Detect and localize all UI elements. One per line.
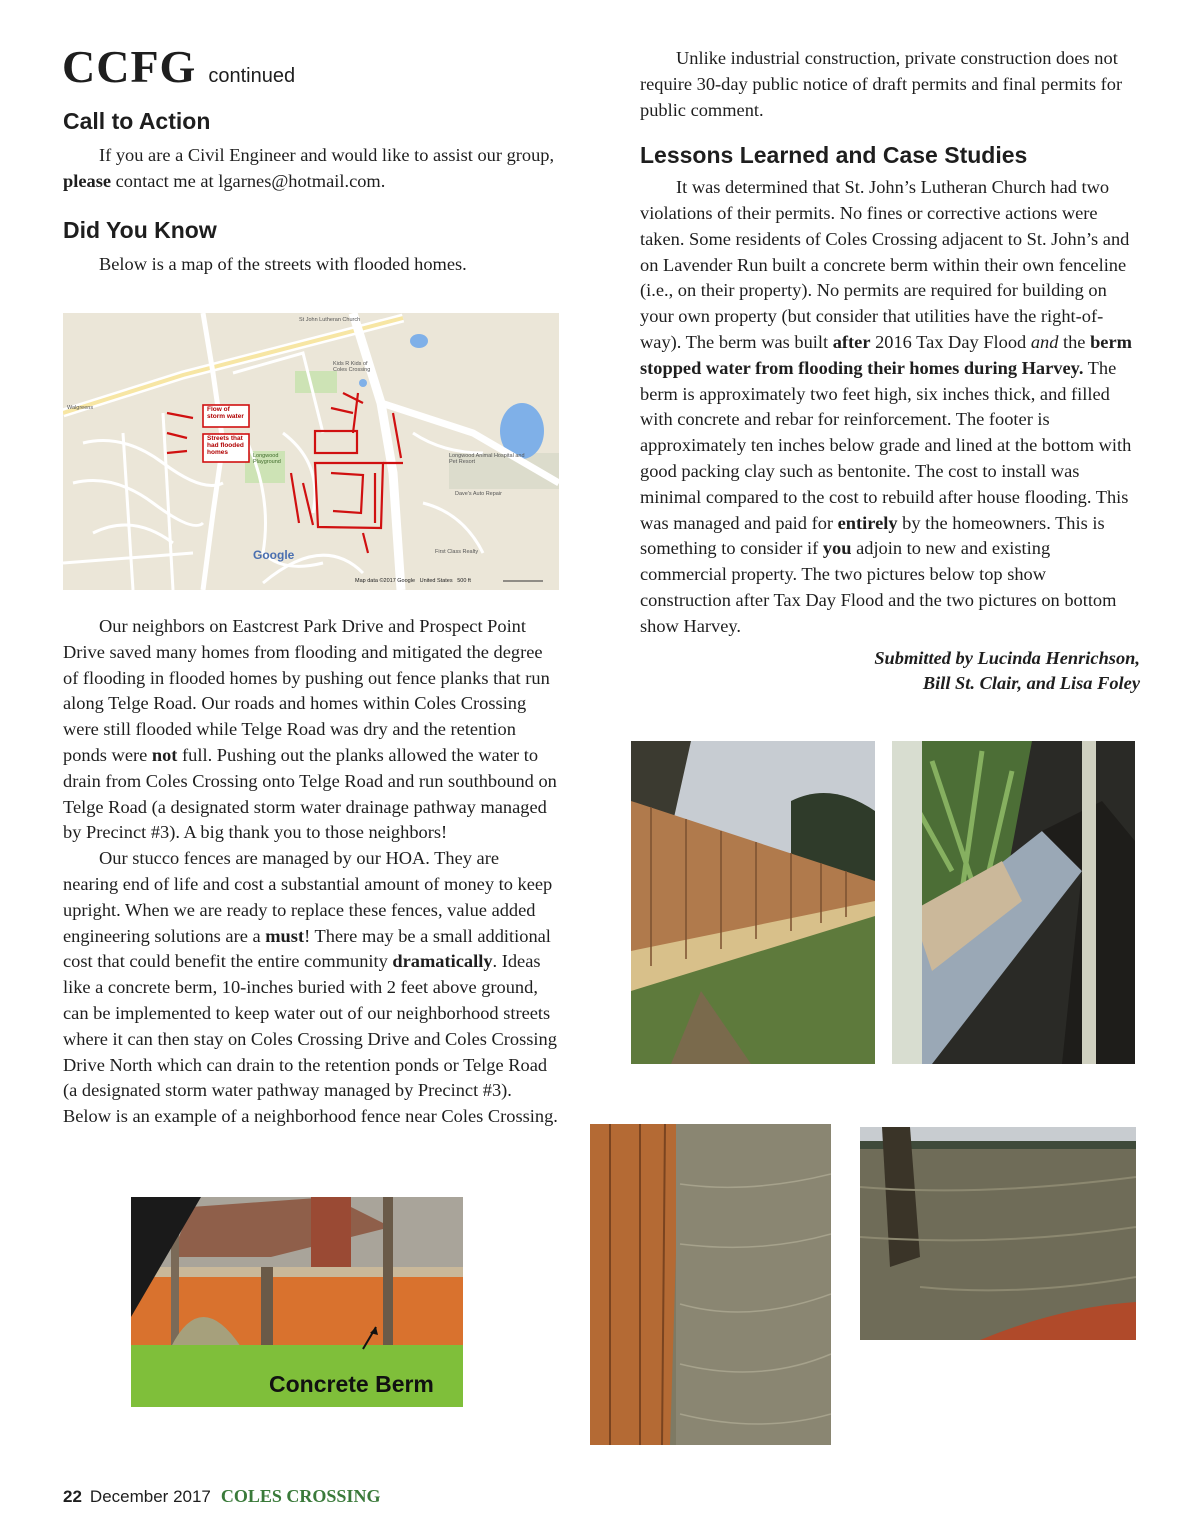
lessons-learned-heading: Lessons Learned and Case Studies [640, 142, 1028, 169]
concrete-berm-caption: Concrete Berm [269, 1371, 434, 1397]
section-header [62, 40, 582, 93]
map-label-animal: Longwood Animal Hospital and Pet Resort [449, 453, 525, 465]
map-label-bank: First Class Realty [435, 549, 479, 555]
eastcrest-paragraph: Our neighbors on Eastcrest Park Drive and Prospect Point Drive saved many homes from flooding and mitigated the degree of flooding in flooded homes by pushing out fence planks that run along Telge Road. Our roads and homes within Coles Crossing were still flooded while Telge Road was dry and the retention ponds were not full. Pushing out the planks allowed the water to drain from Coles Crossing onto Telge Road and run southbound on Telge Road (a designated storm water drainage pathway managed by Precinct #3). A big thank you to those neighbors! [63, 616, 557, 843]
page-number: 22 [63, 1487, 82, 1506]
map-legend-flow: Flow of storm water [207, 406, 244, 420]
page-subtitle: continued [208, 65, 296, 87]
did-you-know-heading: Did You Know [63, 216, 217, 243]
did-you-know-paragraph: Below is a map of the streets with flooded homes. [99, 253, 467, 274]
map-label-kids: Kids R Kids of Coles Crossing [333, 361, 371, 373]
issue-date: December 2017 [89, 1487, 211, 1506]
signature-line-1: Submitted by Lucinda Henrichson, [874, 647, 1140, 668]
call-to-action-heading: Call to Action [63, 108, 211, 134]
map-legend-streets: Streets that had flooded homes [207, 435, 244, 456]
harvey-flood-photo-2 [860, 1127, 1136, 1340]
map-label-daves: Dave's Auto Repair [455, 491, 502, 497]
signature-block [640, 646, 1140, 698]
map-label-church: St John Lutheran Church [299, 317, 361, 323]
map-graphic [63, 313, 559, 590]
berm-construction-photo-2 [892, 741, 1135, 1064]
lessons-paragraph: It was determined that St. John’s Lutheran Church had two violations of their permits. No fines or corrective actions were taken. Some residents of Coles Crossing adjacent to St. John’s and on Lavender Run built a concrete berm within their own fenceline (i.e., on their property). No permits are required for building on your own property (but consider that utilities have the right-of-way). The berm was built after 2016 Tax Day Flood and the berm stopped water from flooding their homes during Harvey. The berm is approximately two feet high, six inches thick, and filled with concrete and rebar for reinforcement. The footer is approximately ten inches below grade and lined at the bottom with good packing clay such as bentonite. The cost to install was minimal compared to the cost to rebuild after house flooding. This was managed and paid for entirely by the homeowners. This is something to consider if you adjoin to new and existing commercial property. The two pictures below top show construction after Tax Day Flood and the two pictures on bottom show Harvey. [640, 177, 1132, 636]
concrete-berm-photo [131, 1197, 463, 1407]
harvey-flood-photo-1 [590, 1124, 831, 1445]
private-construction-paragraph: Unlike industrial construction, private construction does not require 30-day public notice of draft permits and final permits for public comment. [640, 48, 1123, 120]
magazine-name: COLES CROSSING [220, 1486, 381, 1506]
left-body-text [63, 614, 558, 1130]
page-title: CCFG [62, 41, 197, 92]
map-label-playground: Longwood Playground [253, 453, 281, 465]
signature-line-2: Bill St. Clair, and Lisa Foley [922, 673, 1140, 694]
flood-streets-map [63, 313, 559, 590]
google-logo: Google [253, 548, 295, 562]
map-attribution: Map data ©2017 Google United States 500 ft [355, 578, 471, 584]
right-body-text [640, 46, 1140, 697]
call-to-action-section [63, 108, 558, 277]
page-footer [63, 1486, 663, 1507]
fence-construction-photo-1 [631, 741, 875, 1064]
map-label-pharmacy: Walgreens [67, 405, 94, 411]
call-to-action-paragraph: If you are a Civil Engineer and would like to assist our group, please contact me at lgarnes@hotmail.com. [63, 145, 555, 191]
stucco-fence-paragraph: Our stucco fences are managed by our HOA. They are nearing end of life and cost a substantial amount of money to keep upright. When we are ready to replace these fences, value added engineering solutions are a must! There may be a small additional cost that could benefit the entire community dramatically. Ideas like a concrete berm, 10-inches buried with 2 feet above ground, can be implemented to keep water out of our neighborhood streets where it can then stay on Coles Crossing Drive and Coles Crossing Drive North which can drain to the retention ponds or Telge Road (a designated storm water pathway managed by Precinct #3). Below is an example of a neighborhood fence near Coles Crossing. [63, 848, 558, 1127]
